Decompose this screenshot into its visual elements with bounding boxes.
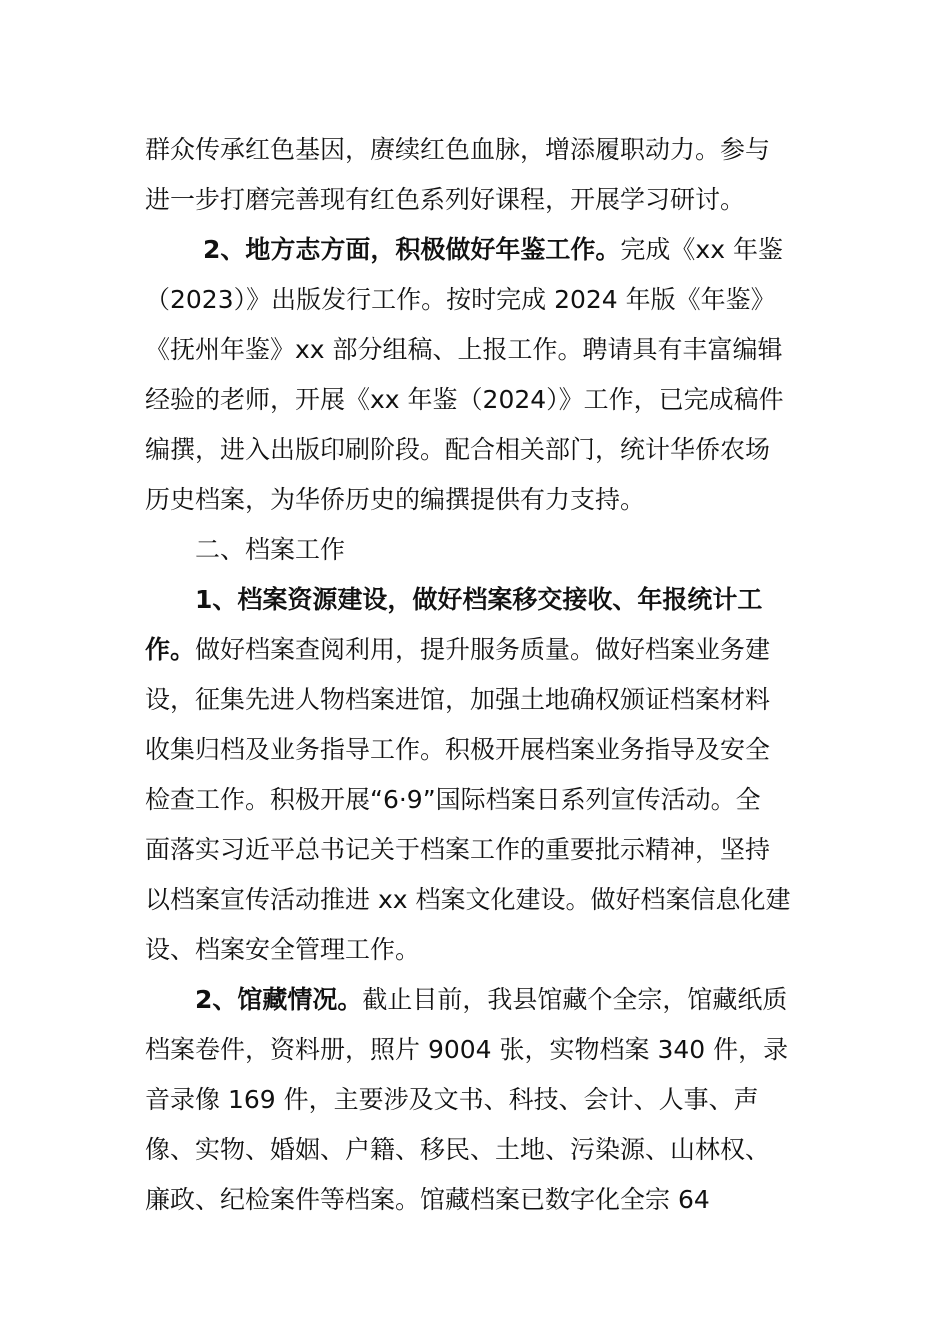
paragraph-line: 设、档案安全管理工作。	[145, 935, 421, 964]
paragraph-line: 像、实物、婚姻、户籍、移民、土地、污染源、山林权、	[145, 1135, 771, 1164]
paragraph-line: 以档案宣传活动推进 xx 档案文化建设。做好档案信息化建	[145, 885, 791, 914]
section-heading-line: 2、馆藏情况。截止目前，我县馆藏个全宗，馆藏纸质	[195, 985, 788, 1014]
paragraph-line: 作。做好档案查阅利用，提升服务质量。做好档案业务建	[145, 635, 771, 664]
paragraph-line: 检查工作。积极开展“6·9”国际档案日系列宣传活动。全	[145, 785, 761, 814]
paragraph-line: 音录像 169 件，主要涉及文书、科技、会计、人事、声	[145, 1085, 759, 1114]
paragraph-line: 设，征集先进人物档案进馆，加强土地确权颁证档案材料	[145, 685, 771, 714]
paragraph-line: 进一步打磨完善现有红色系列好课程，开展学习研讨。	[145, 185, 746, 214]
paragraph-line: 档案卷件，资料册，照片 9004 张，实物档案 340 件，录	[145, 1035, 789, 1064]
paragraph-line: 《抚州年鉴》xx 部分组稿、上报工作。聘请具有丰富编辑	[145, 335, 783, 364]
section-title: 二、档案工作	[195, 535, 346, 564]
paragraph-line: （2023）》出版发行工作。按时完成 2024 年版《年鉴》	[145, 285, 776, 314]
paragraph-line: 编撰，进入出版印刷阶段。配合相关部门，统计华侨农场	[145, 435, 771, 464]
paragraph-line: 廉政、纪检案件等档案。馆藏档案已数字化全宗 64	[145, 1185, 710, 1214]
paragraph-line: 群众传承红色基因，赓续红色血脉，增添履职动力。参与	[145, 135, 771, 164]
section-heading-line: 1、档案资源建设，做好档案移交接收、年报统计工	[195, 585, 763, 614]
section-heading-line: 2、地方志方面，积极做好年鉴工作。完成《xx 年鉴	[203, 235, 783, 264]
paragraph-line: 收集归档及业务指导工作。积极开展档案业务指导及安全	[145, 735, 771, 764]
paragraph-line: 面落实习近平总书记关于档案工作的重要批示精神，坚持	[145, 835, 771, 864]
paragraph-line: 经验的老师，开展《xx 年鉴（2024）》工作，已完成稿件	[145, 385, 784, 414]
paragraph-line: 历史档案，为华侨历史的编撰提供有力支持。	[145, 485, 646, 514]
